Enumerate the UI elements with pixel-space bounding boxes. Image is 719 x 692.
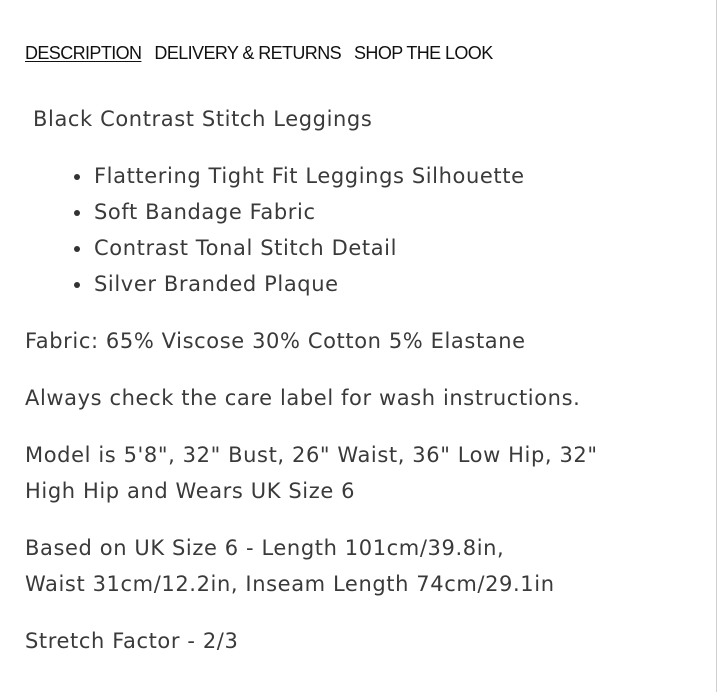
size-measurements [25,530,685,602]
product-title: Black Contrast Stitch Leggings [33,107,373,131]
tab-description[interactable]: DESCRIPTION [25,43,142,63]
feature-list [25,158,685,302]
feature-item: Soft Bandage Fabric [74,194,685,230]
size-measurements-line: Based on UK Size 6 - Length 101cm/39.8in, [25,536,505,560]
model-info-line: High Hip and Wears UK Size 6 [25,479,356,503]
fabric-composition: Fabric: 65% Viscose 30% Cotton 5% Elastane [25,329,526,353]
feature-item: Flattering Tight Fit Leggings Silhouette [74,158,685,194]
panel-right-border [716,0,717,692]
tab-shop-the-look[interactable]: SHOP THE LOOK [354,43,493,63]
feature-item: Silver Branded Plaque [74,266,685,302]
tab-delivery-returns[interactable]: DELIVERY & RETURNS [154,43,342,63]
product-info-tabs [25,42,493,64]
care-instructions: Always check the care label for wash instructions. [25,386,581,410]
feature-item: Contrast Tonal Stitch Detail [74,230,685,266]
stretch-factor: Stretch Factor - 2/3 [25,629,239,653]
size-measurements-line: Waist 31cm/12.2in, Inseam Length 74cm/29.1in [25,572,555,596]
model-info-line: Model is 5'8", 32" Bust, 26" Waist, 36" Low Hip, 32" [25,443,598,467]
model-info [25,437,685,509]
description-panel [25,101,685,680]
